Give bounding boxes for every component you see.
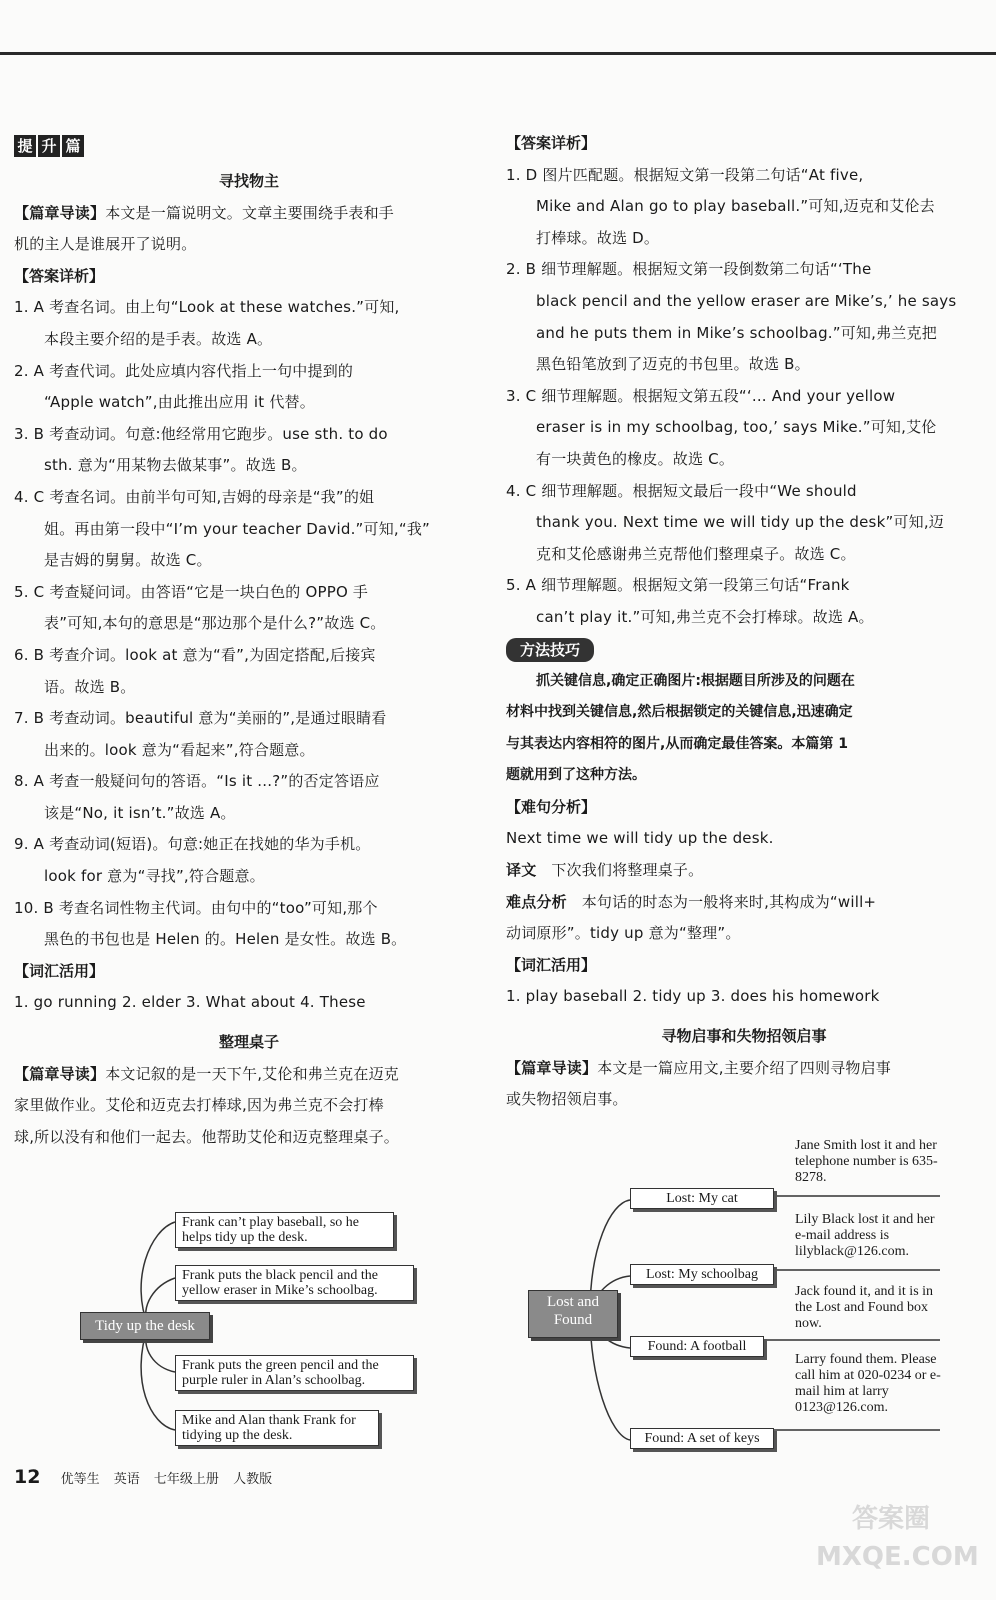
mind-map-node: Lost: My schoolbag <box>630 1264 774 1285</box>
footer-item: 人教版 <box>233 1472 273 1487</box>
intro-line: 或失物招领启事。 <box>506 1090 628 1109</box>
answer-line: 4. C 考查名词。由前半句可知,吉姆的母亲是“我”的姐 <box>14 487 375 506</box>
method-line: 抓关键信息,确定正确图片:根据题目所涉及的问题在 <box>536 672 855 689</box>
article-title: 寻物启事和失物招领启事 <box>661 1027 827 1046</box>
answer-line: 黑色铅笔放到了迈克的书包里。故选 B。 <box>536 355 810 374</box>
answer-line: 姐。再由第一段中“I’m your teacher David.”可知,“我” <box>44 519 431 538</box>
section-char: 提 <box>14 135 36 157</box>
right-column <box>506 128 982 1116</box>
answer-line: 出来的。look 意为“看起来”,符合题意。 <box>44 740 315 759</box>
mind-map-node: Frank can’t play baseball, so he helps tidy up the desk. <box>175 1212 394 1248</box>
answer-line: Mike and Alan go to play baseball.”可知,迈克和艾伦去 <box>536 197 935 216</box>
left-column <box>14 128 484 1153</box>
intro-line: 机的主人是谁展开了说明。 <box>14 235 197 254</box>
section-char: 升 <box>38 135 60 157</box>
mind-map-center: Lost and Found <box>528 1290 618 1338</box>
watermark-line: MXQE.COM <box>816 1542 979 1572</box>
answer-line: 4. C 细节理解题。根据短文最后一段中“We should <box>506 481 857 500</box>
answer-line: 5. A 细节理解题。根据短文第一段第三句话“Frank <box>506 576 850 595</box>
intro-line: 【篇章导读】本文是一篇说明文。文章主要围绕手表和手 <box>14 203 395 222</box>
answer-line: 语。故选 B。 <box>44 677 136 696</box>
intro-line: 【篇章导读】本文是一篇应用文,主要介绍了四则寻物启事 <box>506 1058 891 1077</box>
section-char: 篇 <box>62 135 84 157</box>
answer-line: 表”可知,本句的意思是“那边那个是什么?”故选 C。 <box>44 614 386 633</box>
answer-list <box>506 160 982 634</box>
answer-line: 该是“No, it isn’t.”故选 A。 <box>44 803 236 822</box>
answer-line: 8. A 考查一般疑问句的答语。“Is it ...?”的否定答语应 <box>14 772 380 791</box>
answer-line: 黑色的书包也是 Helen 的。Helen 是女性。故选 B。 <box>44 930 407 949</box>
answer-line: 6. B 考查介词。look at 意为“看”,为固定搭配,后接宾 <box>14 645 376 664</box>
answer-line: black pencil and the yellow eraser are Mike’s,’ he says <box>536 291 957 310</box>
answer-line: 3. C 细节理解题。根据短文第五段“‘... And your yellow <box>506 386 896 405</box>
mind-map-node: Lost: My cat <box>630 1188 774 1209</box>
answer-line: can’t play it.”可知,弗兰克不会打棒球。故选 A。 <box>536 607 874 626</box>
answer-line: eraser is in my schoolbag, too,’ says Mike.”可知,艾伦 <box>536 418 937 437</box>
answer-line: and he puts them in Mike’s schoolbag.”可知,弗兰克把 <box>536 323 937 342</box>
answer-line: sth. 意为“用某物去做某事”。故选 B。 <box>44 456 307 475</box>
answer-line: look for 意为“寻找”,符合题意。 <box>44 867 265 886</box>
section-label <box>14 134 86 158</box>
answer-line: 1. A 考查名词。由上句“Look at these watches.”可知, <box>14 298 400 317</box>
vocab-header: 【词汇活用】 <box>506 955 597 974</box>
analysis-line: 难点分析 本句话的时态为一般将来时,其构成为“will+ <box>506 892 877 911</box>
answer-line: 10. B 考查名词性物主代词。由句中的“too”可知,那个 <box>14 898 378 917</box>
mind-map-node: Found: A football <box>630 1336 764 1357</box>
answer-line: 2. B 细节理解题。根据短文第一段倒数第二句话“‘The <box>506 260 872 279</box>
answer-line: 克和艾伦感谢弗兰克帮他们整理桌子。故选 C。 <box>536 544 856 563</box>
answer-line: 本段主要介绍的是手表。故选 A。 <box>44 329 273 348</box>
method-line: 材料中找到关键信息,然后根据锁定的关键信息,迅速确定 <box>506 704 853 721</box>
mind-map-node: Mike and Alan thank Frank for tidying up the desk. <box>175 1410 379 1446</box>
answer-line: “Apple watch”,由此推出应用 it 代替。 <box>44 393 315 412</box>
intro-line: 【篇章导读】本文记叙的是一天下午,艾伦和弗兰克在迈克 <box>14 1064 399 1083</box>
watermark <box>816 1500 979 1580</box>
vocab-answers: 1. go running 2. elder 3. What about 4. These <box>14 993 366 1012</box>
watermark-line: 答案圈 <box>851 1504 930 1534</box>
vocab-answers: 1. play baseball 2. tidy up 3. does his homework <box>506 987 880 1006</box>
footer-item: 七年级上册 <box>153 1472 219 1487</box>
answer-line: 打棒球。故选 D。 <box>536 228 660 247</box>
intro-line: 球,所以没有和他们一起去。他帮助艾伦和迈克整理桌子。 <box>14 1127 399 1146</box>
method-line: 与其表达内容相符的图片,从而确定最佳答案。本篇第 1 <box>506 735 848 752</box>
article-title: 整理桌子 <box>218 1033 279 1052</box>
answer-line: 3. B 考查动词。句意:他经常用它跑步。use sth. to do <box>14 424 388 443</box>
mind-map-node: Frank puts the green pencil and the purple ruler in Alan’s schoolbag. <box>175 1355 414 1391</box>
answers-header: 【答案详析】 <box>14 266 105 285</box>
answer-line: thank you. Next time we will tidy up the desk”可知,迈 <box>536 513 944 532</box>
mind-map-note: Jack found it, and it is in the Lost and Found box now. <box>795 1284 934 1331</box>
answer-list <box>14 292 484 955</box>
footer-item: 优等生 <box>60 1472 100 1487</box>
mind-map-center: Tidy up the desk <box>80 1312 210 1340</box>
answer-line: 是吉姆的舅舅。故选 C。 <box>44 551 212 570</box>
answer-line: 有一块黄色的橡皮。故选 C。 <box>536 449 735 468</box>
answer-line: 7. B 考查动词。beautiful 意为“美丽的”,是通过眼睛看 <box>14 709 387 728</box>
page-number: 12 <box>14 1466 41 1488</box>
mind-map-tidy-desk <box>70 1200 430 1460</box>
mind-map-note: Larry found them. Please call him at 020-0234 or e-mail him at larry 0123@126.com. <box>795 1352 941 1415</box>
answer-line: 5. C 考查疑问词。由答语“它是一块白色的 OPPO 手 <box>14 582 369 601</box>
mind-map-note: Jane Smith lost it and her telephone number is 635-8278. <box>795 1138 938 1185</box>
top-rule <box>0 52 996 55</box>
method-badge: 方法技巧 <box>506 638 594 662</box>
answer-line: 2. A 考查代词。此处应填内容代指上一句中提到的 <box>14 361 354 380</box>
answer-line: 1. D 图片匹配题。根据短文第一段第二句话“At five, <box>506 165 864 184</box>
mind-map-node: Found: A set of keys <box>630 1428 774 1449</box>
difficult-header: 【难句分析】 <box>506 797 597 816</box>
page-footer <box>14 1466 282 1488</box>
analysis-line: 动词原形”。tidy up 意为“整理”。 <box>506 924 741 943</box>
mind-map-node: Frank puts the black pencil and the yellow eraser in Mike’s schoolbag. <box>175 1265 414 1301</box>
answers-header: 【答案详析】 <box>506 134 597 152</box>
method-line: 题就用到了这种方法。 <box>506 767 646 784</box>
mind-map-note: Lily Black lost it and her e-mail address is lilyblack@126.com. <box>795 1212 935 1259</box>
translation-line: 译文 下次我们将整理桌子。 <box>506 861 704 880</box>
footer-item: 英语 <box>113 1472 140 1487</box>
mind-map-lost-found <box>520 1128 970 1458</box>
article-title: 寻找物主 <box>218 172 279 190</box>
answer-line: 9. A 考查动词(短语)。句意:她正在找她的华为手机。 <box>14 835 371 854</box>
vocab-header: 【词汇活用】 <box>14 961 105 980</box>
difficult-sentence: Next time we will tidy up the desk. <box>506 829 774 848</box>
intro-line: 家里做作业。艾伦和迈克去打棒球,因为弗兰克不会打棒 <box>14 1096 384 1115</box>
